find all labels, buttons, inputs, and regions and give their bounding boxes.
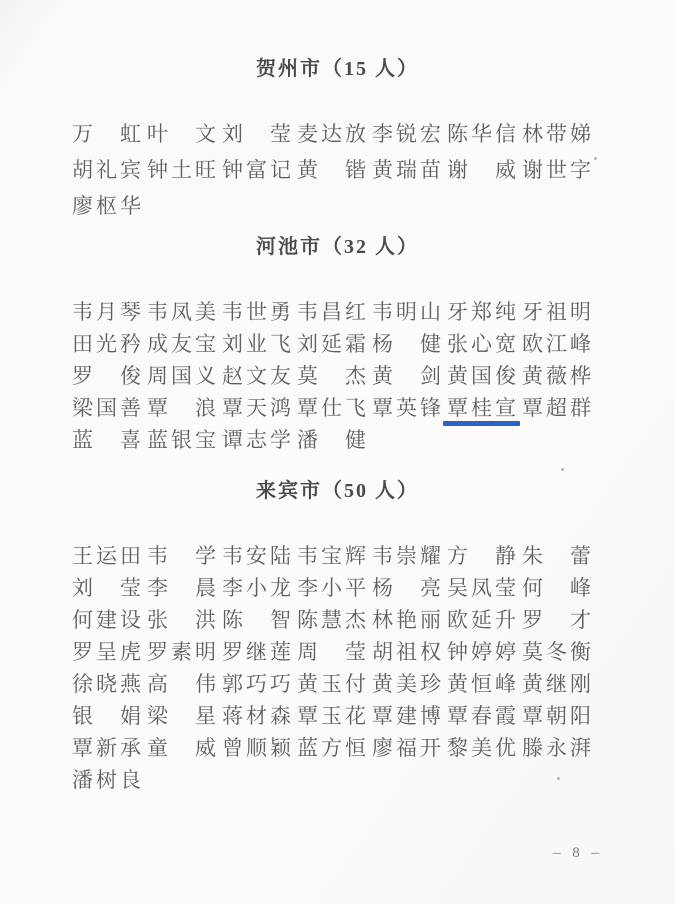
name-row xyxy=(0,545,675,568)
person-name: 罗 俊 xyxy=(72,364,141,388)
person-name: 欧 江 峰 xyxy=(522,332,591,356)
city-section xyxy=(0,236,675,452)
person-name: 韦 学 xyxy=(147,544,216,568)
person-name: 黄 薇 桦 xyxy=(522,364,591,388)
person-name: 徐 晓 燕 xyxy=(72,672,141,696)
person-name: 梁 国 善 xyxy=(72,396,141,420)
person-name: 麦 达 放 xyxy=(297,122,366,146)
person-name: 谭 志 学 xyxy=(222,428,291,452)
person-name: 罗 呈 虎 xyxy=(72,640,141,664)
person-name: 牙 郑 纯 xyxy=(447,300,516,324)
person-name: 周 国 义 xyxy=(147,364,216,388)
person-name: 罗 素 明 xyxy=(147,640,216,664)
person-name: 潘 健 xyxy=(297,428,366,452)
person-name: 刘 莹 xyxy=(72,576,141,600)
person-name: 牙 祖 明 xyxy=(522,300,591,324)
person-name: 韦 安 陆 xyxy=(222,544,291,568)
person-name: 李 晨 xyxy=(147,576,216,600)
person-name: 黄 美 珍 xyxy=(372,672,441,696)
person-name: 黄 剑 xyxy=(372,364,441,388)
person-name: 韦 明 山 xyxy=(372,300,441,324)
person-name: 银 娟 xyxy=(72,704,141,728)
person-name: 覃 新 承 xyxy=(72,736,141,760)
name-row xyxy=(0,195,675,218)
person-name: 成 友 宝 xyxy=(147,332,216,356)
person-name: 覃 朝 阳 xyxy=(522,704,591,728)
name-row xyxy=(0,301,675,324)
person-name: 覃 春 霞 xyxy=(447,704,516,728)
person-name: 黎 美 优 xyxy=(447,736,516,760)
person-name: 蓝 方 恒 xyxy=(297,736,366,760)
person-name: 黄 锴 xyxy=(297,158,366,182)
person-name: 陈 慧 杰 xyxy=(297,608,366,632)
person-name: 黄 继 刚 xyxy=(522,672,591,696)
person-name: 蓝 喜 xyxy=(72,428,141,452)
scan-speckle xyxy=(594,157,597,160)
person-name: 陈 华 信 xyxy=(447,122,516,146)
person-name: 赵 文 友 xyxy=(222,364,291,388)
person-name: 谢 威 xyxy=(447,158,516,182)
person-name: 廖 枢 华 xyxy=(72,194,141,218)
person-name: 梁 星 xyxy=(147,704,216,728)
person-name: 莫 杰 xyxy=(297,364,366,388)
person-name: 林 带 娣 xyxy=(522,122,591,146)
person-name: 刘 延 霜 xyxy=(297,332,366,356)
name-row xyxy=(0,365,675,388)
person-name: 张 心 宽 xyxy=(447,332,516,356)
person-name: 张 洪 xyxy=(147,608,216,632)
person-name: 李 小 龙 xyxy=(222,576,291,600)
person-name: 钟 婷 婷 xyxy=(447,640,516,664)
person-name: 覃 英 锋 xyxy=(372,396,441,420)
person-name: 潘 树 良 xyxy=(72,768,141,792)
name-row xyxy=(0,429,675,452)
name-row xyxy=(0,705,675,728)
person-name: 方 静 xyxy=(447,544,516,568)
city-section xyxy=(0,58,675,218)
person-name: 田 光 矜 xyxy=(72,332,141,356)
section-title: 来宾市（50 人） xyxy=(256,480,419,502)
person-name: 王 运 田 xyxy=(72,544,141,568)
person-name: 黄 国 俊 xyxy=(447,364,516,388)
person-name: 廖 福 开 xyxy=(372,736,441,760)
person-name: 叶 文 xyxy=(147,122,216,146)
person-name: 周 莹 xyxy=(297,640,366,664)
person-name: 罗 才 xyxy=(522,608,591,632)
name-row xyxy=(0,673,675,696)
person-name: 刘 莹 xyxy=(222,122,291,146)
person-name: 曾 顺 颖 xyxy=(222,736,291,760)
person-name: 韦 宝 辉 xyxy=(297,544,366,568)
name-row xyxy=(0,333,675,356)
person-name: 覃 超 群 xyxy=(522,396,591,420)
person-name: 欧 延 升 xyxy=(447,608,516,632)
person-name: 胡 礼 宾 xyxy=(72,158,141,182)
person-name: 韦 凤 美 xyxy=(147,300,216,324)
name-row xyxy=(0,159,675,182)
person-name: 覃 玉 花 xyxy=(297,704,366,728)
person-name: 罗 继 莲 xyxy=(222,640,291,664)
person-name: 韦 昌 红 xyxy=(297,300,366,324)
name-row xyxy=(0,609,675,632)
person-name: 韦 月 琴 xyxy=(72,300,141,324)
person-name: 陈 智 xyxy=(222,608,291,632)
section-title: 贺州市（15 人） xyxy=(256,58,419,80)
person-name: 李 小 平 xyxy=(297,576,366,600)
person-name: 李 锐 宏 xyxy=(372,122,441,146)
person-name: 谢 世 字 xyxy=(522,158,591,182)
scan-speckle xyxy=(557,777,560,780)
person-name: 黄 恒 峰 xyxy=(447,672,516,696)
person-name: 吴 凤 莹 xyxy=(447,576,516,600)
person-name: 何 建 设 xyxy=(72,608,141,632)
name-row xyxy=(0,641,675,664)
section-title: 河池市（32 人） xyxy=(256,236,419,258)
person-name: 杨 亮 xyxy=(372,576,441,600)
person-name: 钟 富 记 xyxy=(222,158,291,182)
name-row xyxy=(0,769,675,792)
person-name: 万 虹 xyxy=(72,122,141,146)
person-name: 何 峰 xyxy=(522,576,591,600)
scan-speckle xyxy=(561,468,564,471)
person-name: 黄 玉 付 xyxy=(297,672,366,696)
person-name: 林 艳 丽 xyxy=(372,608,441,632)
city-section xyxy=(0,480,675,792)
name-row xyxy=(0,577,675,600)
name-sections xyxy=(0,58,675,792)
name-row xyxy=(0,737,675,760)
person-name: 刘 业 飞 xyxy=(222,332,291,356)
person-name: 黄 瑞 苗 xyxy=(372,158,441,182)
person-name: 滕 永 湃 xyxy=(522,736,591,760)
person-name: 莫 冬 衡 xyxy=(522,640,591,664)
person-name: 朱 蕾 xyxy=(522,544,591,568)
person-name: 覃 天 鸿 xyxy=(222,396,291,420)
person-name: 郭 巧 巧 xyxy=(222,672,291,696)
person-name: 韦 崇 耀 xyxy=(372,544,441,568)
person-name: 韦 世 勇 xyxy=(222,300,291,324)
person-name: 钟 土 旺 xyxy=(147,158,216,182)
person-name: 杨 健 xyxy=(372,332,441,356)
name-row xyxy=(0,123,675,146)
page-number: – 8 – xyxy=(553,845,603,861)
person-name: 蒋 材 森 xyxy=(222,704,291,728)
person-name: 覃 仕 飞 xyxy=(297,396,366,420)
person-name: 覃 浪 xyxy=(147,396,216,420)
person-name: 童 威 xyxy=(147,736,216,760)
person-name: 覃 建 博 xyxy=(372,704,441,728)
person-name: 蓝 银 宝 xyxy=(147,428,216,452)
person-name: 高 伟 xyxy=(147,672,216,696)
name-row xyxy=(0,397,675,420)
person-name-highlighted: 覃 桂 宣 xyxy=(447,396,516,420)
person-name: 胡 祖 权 xyxy=(372,640,441,664)
